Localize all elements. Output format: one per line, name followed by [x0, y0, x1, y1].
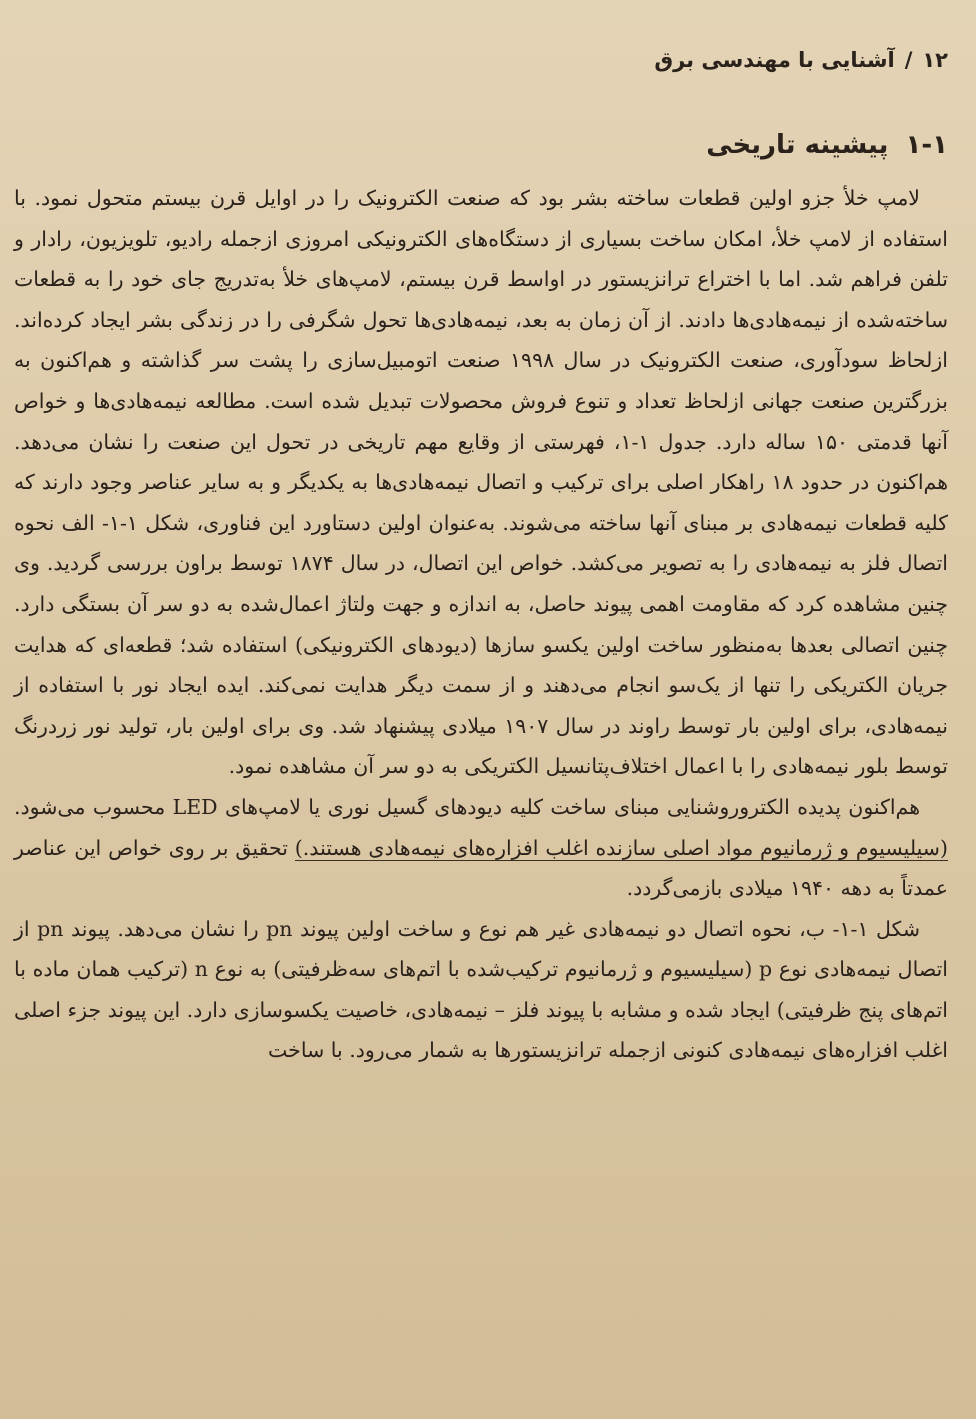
paragraph-led	[14, 787, 948, 909]
paragraph-pn-junction: شکل ۱-۱- ب، نحوه اتصال دو نیمه‌هادی غیر هم نوع و ساخت اولین پیوند pn را نشان می‌دهد. پیوند pn از اتصال نیمه‌هادی نوع p (سیلیسیوم و ژرمانیوم ترکیب‌شده با اتم‌های سه‌ظرفیتی) به نوع n (ترکیب همان ماده با اتم‌های پنج ظرفیتی) ایجاد شده و مشابه با پیوند فلز – نیمه‌هادی، خاصیت یکسوسازی دارد. این پیوند جزء اصلی اغلب افزاره‌های نیمه‌هادی کنونی ازجمله ترانزیستورها به شمار می‌رود. با ساخت	[14, 916, 948, 1063]
header-separator: /	[904, 48, 913, 72]
page-number: ۱۲	[922, 48, 948, 72]
section-heading	[14, 130, 948, 168]
section-number: ۱-۱	[905, 130, 948, 160]
section-title: پیشینه تاریخی	[706, 130, 889, 160]
led-sentence: هم‌اکنون پدیده الکتروروشنایی مبنای ساخت کلیه دیودهای گسیل نوری یا لامپ‌های LED محسوب می‌شود.	[14, 794, 921, 819]
underlined-note: (سیلیسیوم و ژرمانیوم مواد اصلی سازنده اغلب افزاره‌های نیمه‌هادی هستند.)	[294, 835, 948, 860]
book-title: آشنایی با مهندسی برق	[654, 48, 895, 72]
paragraph-history: لامپ خلأ جزو اولین قطعات ساخته بشر بود که صنعت الکترونیک را در اوایل قرن بیستم متحول نمود. با استفاده از لامپ خلأ، امکان ساخت بسیاری از دستگاه‌های الکترونیکی امروزی ازجمله رادیو، تلویزیون، رادار و تلفن فراهم شد. اما با اختراع ترانزیستور در اواسط قرن بیستم، لامپ‌های خلأ به‌تدریج جای خود را به قطعات ساخته‌شده از نیمه‌هادی‌ها دادند. از آن زمان به بعد، نیمه‌هادی‌ها تحول شگرفی را در زندگی بشر ایجاد کرده‌اند. ازلحاظ سودآوری، صنعت الکترونیک در سال ۱۹۹۸ صنعت اتومبیل‌سازی را پشت سر گذاشته و هم‌اکنون به بزرگترین صنعت جهانی ازلحاظ تعداد و تنوع فروش محصولات تبدیل شده است. مطالعه نیمه‌هادی‌ها و خواص آنها قدمتی ۱۵۰ ساله دارد. جدول ۱-۱، فهرستی از وقایع مهم تاریخی در تحول این صنعت را نشان می‌دهد. هم‌اکنون در حدود ۱۸ راهکار اصلی برای ترکیب و اتصال نیمه‌هادی‌ها به یکدیگر و به سایر عناصر وجود دارند که کلیه قطعات نیمه‌هادی بر مبنای آنها ساخته می‌شوند. به‌عنوان اولین دستاورد این فناوری، شکل ۱-۱- الف نحوه اتصال فلز به نیمه‌هادی را به تصویر می‌کشد. خواص این اتصال، در سال ۱۸۷۴ توسط براون بررسی گردید. وی چنین مشاهده کرد که مقاومت اهمی پیوند حاصل، به اندازه و جهت ولتاژ اعمال‌شده به دو سر آن بستگی دارد. چنین اتصالی بعدها به‌منظور ساخت اولین یکسو سازها (دیودهای الکترونیکی) استفاده شد؛ قطعه‌ای که هدایت جریان الکتریکی را تنها از یک‌سو انجام می‌دهند و از سمت دیگر هدایت نمی‌کند. ایده ایجاد نور با استفاده از نیمه‌هادی، برای اولین بار توسط راوند در سال ۱۹۰۷ میلادی پیشنهاد شد. وی برای اولین بار، تولید نور زردرنگ توسط بلور نیمه‌هادی را با اعمال اختلاف‌پتانسیل الکتریکی به دو سر آن مشاهده نمود.	[14, 186, 949, 779]
page-header	[14, 40, 948, 80]
research-sentence: تحقیق بر روی خواص این عناصر عمدتاً به دهه ۱۹۴۰ میلادی بازمی‌گردد.	[14, 835, 948, 901]
